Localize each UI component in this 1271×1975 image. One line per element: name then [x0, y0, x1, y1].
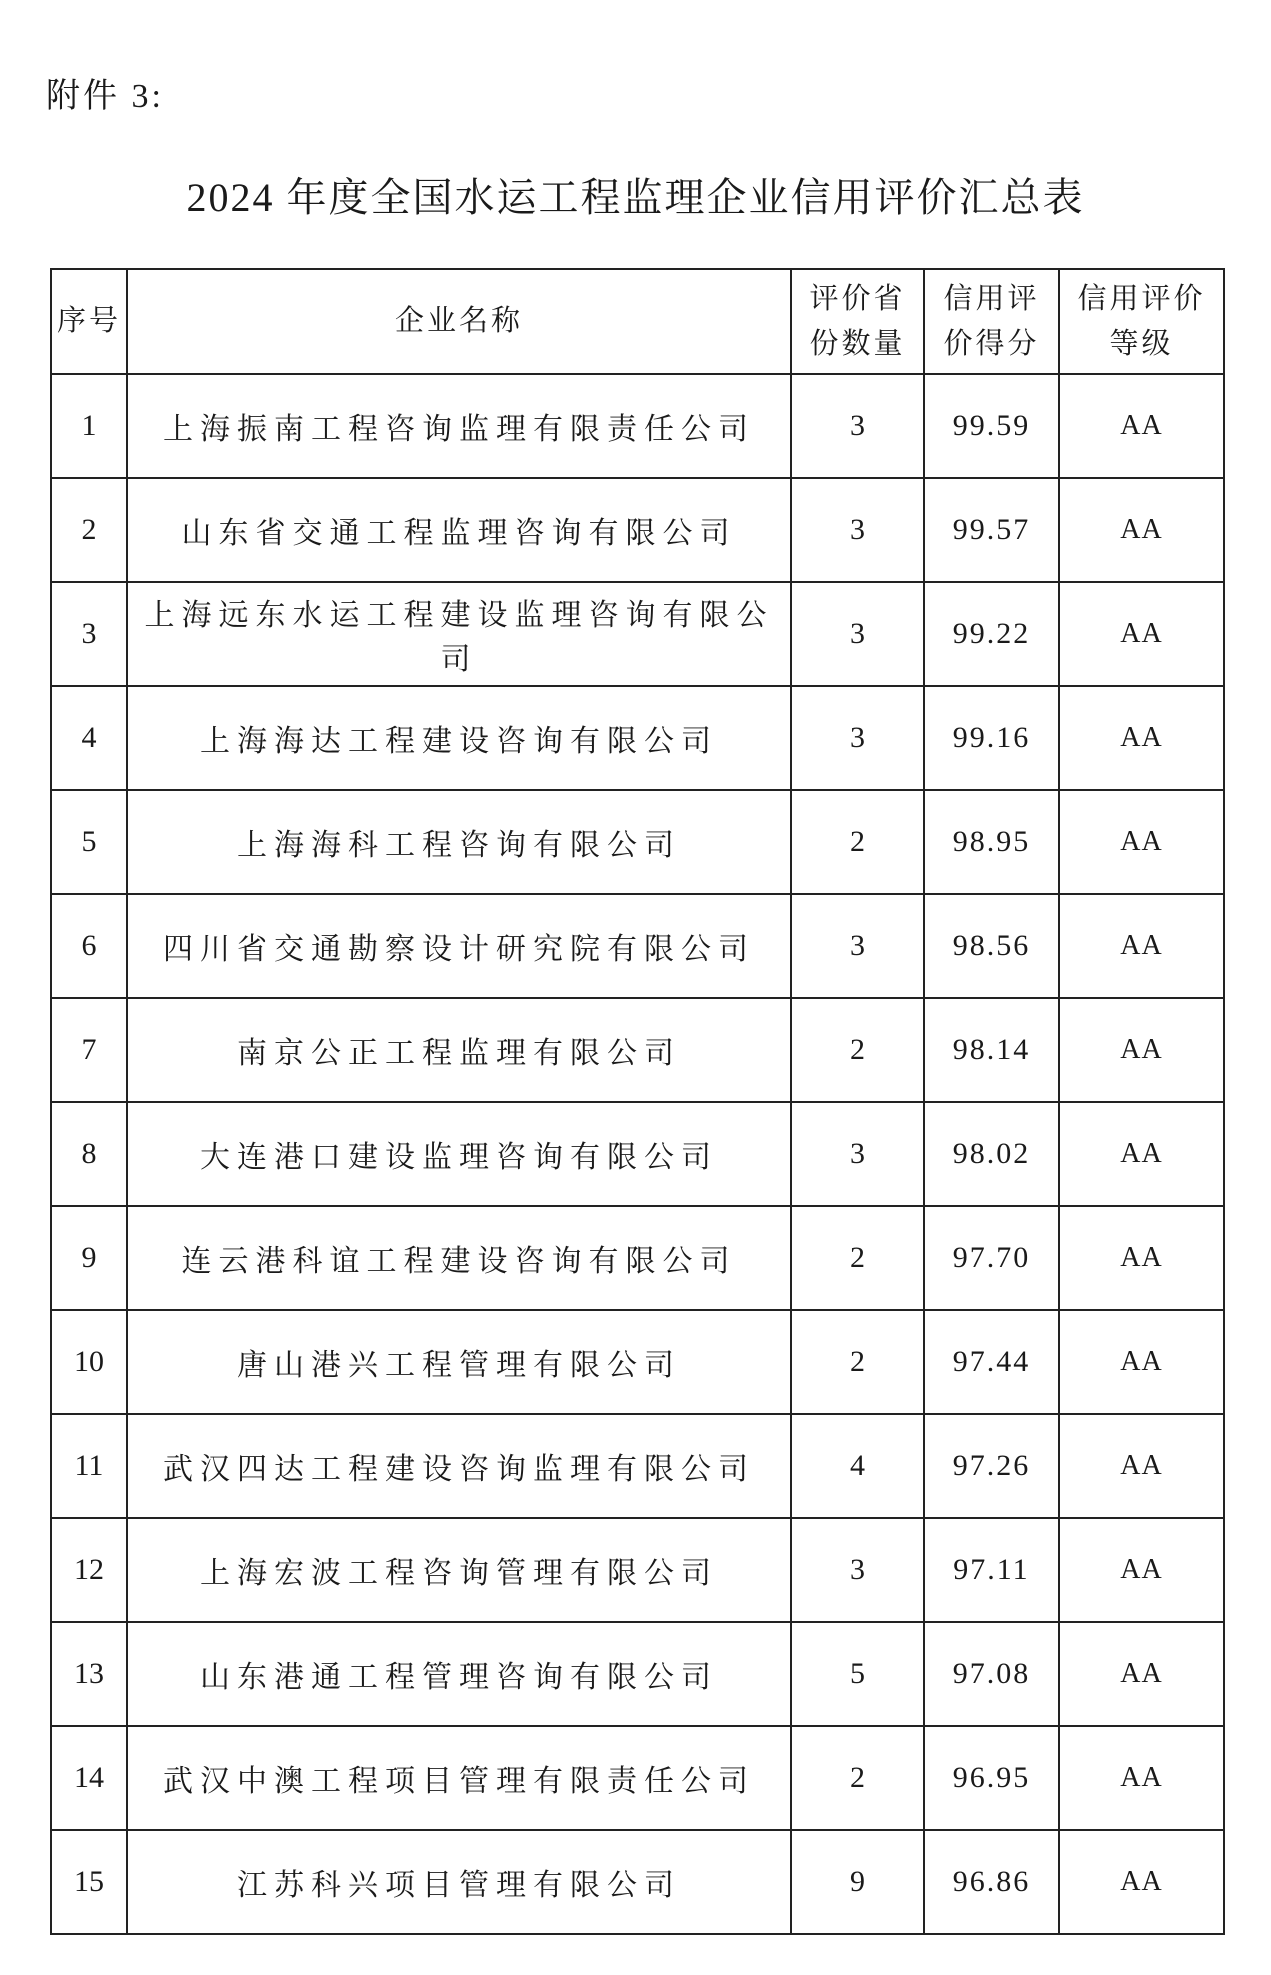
province-count: 2: [791, 1206, 924, 1310]
credit-grade: AA: [1059, 1414, 1224, 1518]
credit-grade: AA: [1059, 1726, 1224, 1830]
credit-grade: AA: [1059, 790, 1224, 894]
company-name: 江苏科兴项目管理有限公司: [127, 1830, 791, 1934]
credit-grade: AA: [1059, 998, 1224, 1102]
row-seq: 2: [51, 478, 127, 582]
credit-score: 99.22: [924, 582, 1059, 686]
credit-score: 98.14: [924, 998, 1059, 1102]
col-header-company-name-label: 企业名称: [394, 305, 523, 338]
province-count: 2: [791, 1310, 924, 1414]
table-row: [51, 1622, 1224, 1726]
credit-score: 98.02: [924, 1102, 1059, 1206]
col-header-province-count-line2: 份数量: [809, 327, 906, 360]
table-body: [51, 374, 1224, 1934]
credit-grade: AA: [1059, 582, 1224, 686]
company-name: 上海海科工程咨询有限公司: [127, 790, 791, 894]
header-row: [51, 269, 1224, 374]
col-header-credit-grade-line1: 信用评价: [1077, 282, 1206, 315]
province-count: 3: [791, 686, 924, 790]
row-seq: 8: [51, 1102, 127, 1206]
credit-score: 97.44: [924, 1310, 1059, 1414]
table-row: [51, 790, 1224, 894]
table-row: [51, 998, 1224, 1102]
col-header-province-count-line1: 评价省: [809, 282, 906, 315]
col-header-credit-score-line1: 信用评: [943, 282, 1040, 315]
row-seq: 9: [51, 1206, 127, 1310]
company-name: 上海远东水运工程建设监理咨询有限公司: [127, 582, 791, 686]
table-row: [51, 1518, 1224, 1622]
province-count: 3: [791, 374, 924, 478]
province-count: 3: [791, 582, 924, 686]
table-row: [51, 1310, 1224, 1414]
row-seq: 10: [51, 1310, 127, 1414]
credit-grade: AA: [1059, 1206, 1224, 1310]
credit-score: 98.95: [924, 790, 1059, 894]
credit-score: 98.56: [924, 894, 1059, 998]
table-row: [51, 686, 1224, 790]
credit-grade: AA: [1059, 1830, 1224, 1934]
province-count: 3: [791, 1102, 924, 1206]
col-header-credit-score-line2: 价得分: [943, 327, 1040, 360]
table-row: [51, 1206, 1224, 1310]
company-name: 四川省交通勘察设计研究院有限公司: [127, 894, 791, 998]
table-row: [51, 1830, 1224, 1934]
province-count: 2: [791, 998, 924, 1102]
province-count: 9: [791, 1830, 924, 1934]
company-name: 上海宏波工程咨询管理有限公司: [127, 1518, 791, 1622]
col-header-seq: [51, 269, 127, 374]
credit-grade: AA: [1059, 1622, 1224, 1726]
province-count: 3: [791, 1518, 924, 1622]
company-name: 大连港口建设监理咨询有限公司: [127, 1102, 791, 1206]
row-seq: 15: [51, 1830, 127, 1934]
col-header-seq-label: 序号: [56, 305, 121, 338]
row-seq: 3: [51, 582, 127, 686]
company-name: 山东省交通工程监理咨询有限公司: [127, 478, 791, 582]
col-header-province-count: [791, 269, 924, 374]
col-header-credit-score: [924, 269, 1059, 374]
credit-grade: AA: [1059, 374, 1224, 478]
table-row: [51, 894, 1224, 998]
credit-grade: AA: [1059, 1518, 1224, 1622]
credit-grade: AA: [1059, 478, 1224, 582]
credit-score: 97.11: [924, 1518, 1059, 1622]
row-seq: 7: [51, 998, 127, 1102]
company-name: 武汉四达工程建设咨询监理有限公司: [127, 1414, 791, 1518]
province-count: 4: [791, 1414, 924, 1518]
credit-score: 99.16: [924, 686, 1059, 790]
credit-score: 96.95: [924, 1726, 1059, 1830]
province-count: 2: [791, 790, 924, 894]
company-name: 上海振南工程咨询监理有限责任公司: [127, 374, 791, 478]
table-row: [51, 582, 1224, 686]
col-header-company-name: [127, 269, 791, 374]
company-name: 唐山港兴工程管理有限公司: [127, 1310, 791, 1414]
row-seq: 6: [51, 894, 127, 998]
table-header: [51, 269, 1224, 374]
company-name: 连云港科谊工程建设咨询有限公司: [127, 1206, 791, 1310]
table-row: [51, 1102, 1224, 1206]
row-seq: 5: [51, 790, 127, 894]
credit-grade: AA: [1059, 686, 1224, 790]
credit-grade: AA: [1059, 894, 1224, 998]
table-row: [51, 374, 1224, 478]
credit-rating-table: [50, 268, 1225, 1935]
table-row: [51, 1726, 1224, 1830]
row-seq: 12: [51, 1518, 127, 1622]
province-count: 3: [791, 478, 924, 582]
table-row: [51, 478, 1224, 582]
company-name: 武汉中澳工程项目管理有限责任公司: [127, 1726, 791, 1830]
credit-grade: AA: [1059, 1310, 1224, 1414]
credit-score: 99.57: [924, 478, 1059, 582]
province-count: 3: [791, 894, 924, 998]
province-count: 5: [791, 1622, 924, 1726]
credit-score: 97.08: [924, 1622, 1059, 1726]
province-count: 2: [791, 1726, 924, 1830]
table-row: [51, 1414, 1224, 1518]
col-header-credit-grade-line2: 等级: [1109, 327, 1174, 360]
credit-score: 97.70: [924, 1206, 1059, 1310]
company-name: 南京公正工程监理有限公司: [127, 998, 791, 1102]
row-seq: 14: [51, 1726, 127, 1830]
col-header-credit-grade: [1059, 269, 1224, 374]
row-seq: 4: [51, 686, 127, 790]
company-name: 山东港通工程管理咨询有限公司: [127, 1622, 791, 1726]
credit-score: 99.59: [924, 374, 1059, 478]
row-seq: 1: [51, 374, 127, 478]
credit-score: 97.26: [924, 1414, 1059, 1518]
company-name: 上海海达工程建设咨询有限公司: [127, 686, 791, 790]
credit-grade: AA: [1059, 1102, 1224, 1206]
attachment-label: 附件 3:: [46, 78, 164, 115]
row-seq: 13: [51, 1622, 127, 1726]
row-seq: 11: [51, 1414, 127, 1518]
credit-score: 96.86: [924, 1830, 1059, 1934]
page-title: 2024 年度全国水运工程监理企业信用评价汇总表: [186, 175, 1085, 220]
